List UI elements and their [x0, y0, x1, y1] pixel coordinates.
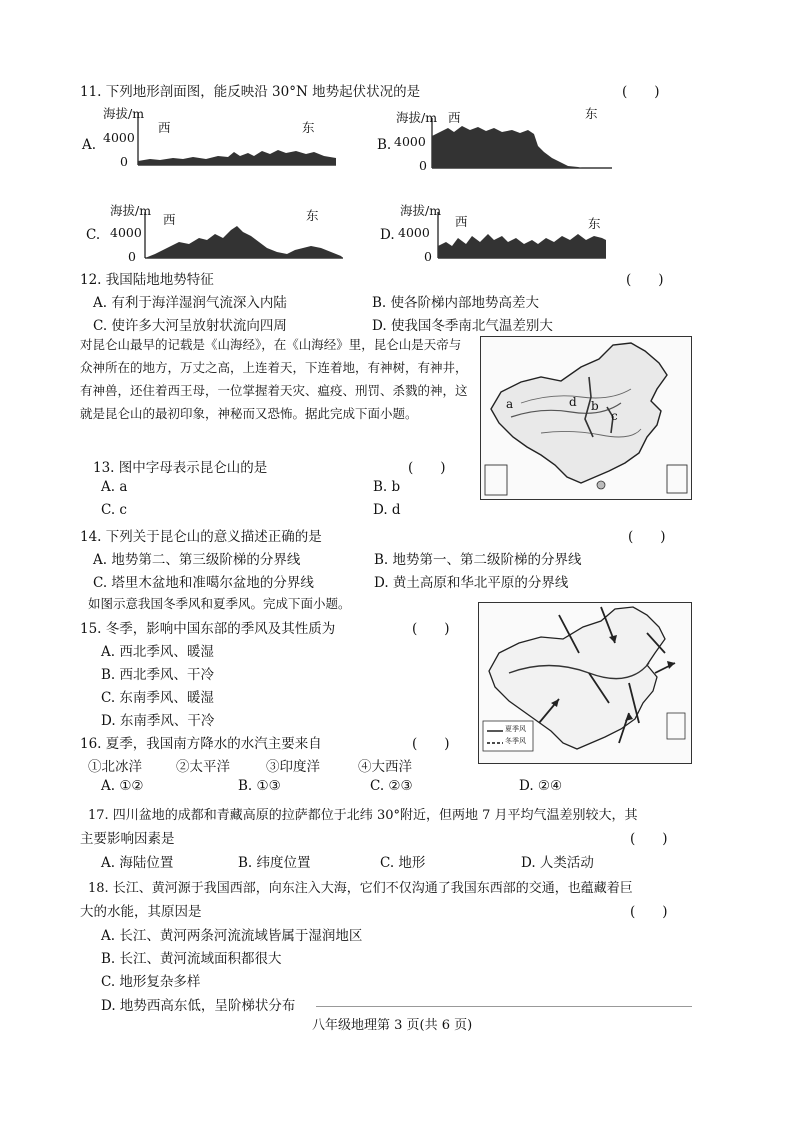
- profile-d-tick-4000: 4000: [398, 225, 430, 240]
- q14-option-c: C. 塔里木盆地和准噶尔盆地的分界线: [93, 575, 314, 591]
- profile-c-chart: [145, 212, 345, 260]
- china-monsoon-map: [478, 602, 692, 764]
- q16-stem: 16. 夏季，我国南方降水的水汽主要来自: [80, 736, 322, 752]
- q17-option-c: C. 地形: [380, 855, 426, 871]
- profile-c-ylabel: 海拔/m: [110, 203, 152, 218]
- profile-d-chart: [438, 212, 608, 260]
- profile-d-west: 西: [455, 214, 468, 229]
- profile-a-east: 东: [302, 120, 315, 135]
- map-label-b: b: [591, 399, 599, 413]
- china-terrain-outline: [481, 337, 691, 499]
- legend-summer-monsoon: 夏季风: [505, 725, 526, 733]
- map-label-a: a: [506, 397, 514, 411]
- profile-c-west: 西: [163, 212, 176, 227]
- q18-answer-blank: ( ): [630, 904, 668, 920]
- q15-answer-blank: ( ): [412, 621, 450, 637]
- map-label-c: c: [611, 409, 618, 423]
- q15-option-d: D. 东南季风、干冷: [101, 713, 215, 729]
- profile-b-option: B.: [377, 137, 392, 153]
- legend-winter-monsoon: 冬季风: [505, 737, 526, 745]
- q16-item-2: ②太平洋: [176, 759, 230, 775]
- profile-b-west: 西: [448, 110, 461, 125]
- q18-option-b: B. 长江、黄河流域面积都很大: [101, 951, 282, 967]
- map-label-d: d: [569, 395, 577, 409]
- q13-option-b: B. b: [373, 479, 401, 495]
- profile-a-tick-4000: 4000: [103, 130, 135, 145]
- profile-c-tick-4000: 4000: [110, 225, 142, 240]
- profile-a-west: 西: [158, 120, 171, 135]
- q16-answer-blank: ( ): [412, 736, 450, 752]
- profile-d-ylabel: 海拔/m: [400, 203, 442, 218]
- q15-option-a: A. 西北季风、暖湿: [101, 644, 214, 660]
- profile-b-tick-4000: 4000: [394, 134, 426, 149]
- q14-option-a: A. 地势第二、第三级阶梯的分界线: [93, 552, 301, 568]
- kunlun-passage: 对昆仑山最早的记载是《山海经》，在《山海经》里，昆仑山是天帝与众神所在的地方，万丈之高，上连着天，下连着地，有神树，有神井，有神兽，还住着西王母，一位掌握着天灾、瘟疫、刑罚、杀戮的神，这就是昆仑山的最初印象，神秘而又恐怖。据此完成下面小题。: [80, 337, 468, 421]
- profile-b-east: 东: [585, 106, 598, 121]
- q12-option-b: B. 使各阶梯内部地势高差大: [372, 295, 540, 311]
- q12-stem: 12. 我国陆地地势特征: [80, 272, 214, 288]
- profile-d-option: D.: [380, 227, 395, 243]
- profile-d-east: 东: [588, 216, 601, 231]
- q16-option-b: B. ①③: [238, 778, 281, 794]
- q17-option-d: D. 人类活动: [521, 855, 594, 871]
- q17-stem-line1: 17. 四川盆地的成都和青藏高原的拉萨都位于北纬 30°附近，但两地 7 月平均气温差别较大，其: [88, 808, 638, 823]
- profile-c-tick-0: 0: [128, 249, 136, 264]
- q15-option-c: C. 东南季风、暖湿: [101, 690, 214, 706]
- profile-b-ylabel: 海拔/m: [396, 110, 438, 125]
- profile-c-option: C.: [86, 227, 101, 243]
- q15-option-b: B. 西北季风、干冷: [101, 667, 215, 683]
- q14-option-b: B. 地势第一、第二级阶梯的分界线: [374, 552, 582, 568]
- profile-d-tick-0: 0: [424, 249, 432, 264]
- q16-option-d: D. ②④: [519, 778, 563, 794]
- q17-option-b: B. 纬度位置: [238, 855, 311, 871]
- q13-stem: 13. 图中字母表示昆仑山的是: [93, 460, 268, 476]
- q18-stem-line1: 18. 长江、黄河源于我国西部，向东注入大海，它们不仅沟通了我国东西部的交通，也蕴藏着巨: [88, 881, 633, 896]
- monsoon-passage: 如图示意我国冬季风和夏季风。完成下面小题。: [88, 596, 351, 611]
- profile-a-option: A.: [82, 137, 97, 153]
- q16-option-c: C. ②③: [370, 778, 413, 794]
- q13-option-d: D. d: [373, 502, 401, 518]
- q17-option-a: A. 海陆位置: [101, 855, 174, 871]
- q14-stem: 14. 下列关于昆仑山的意义描述正确的是: [80, 529, 322, 545]
- profile-b-chart: [432, 118, 614, 170]
- q17-answer-blank: ( ): [630, 831, 668, 847]
- q16-item-4: ④大西洋: [358, 759, 412, 775]
- q18-stem-line2: 大的水能，其原因是: [80, 904, 202, 920]
- q18-option-d: D. 地势西高东低，呈阶梯状分布: [101, 998, 296, 1014]
- q12-option-d: D. 使我国冬季南北气温差别大: [372, 318, 553, 334]
- profile-b-tick-0: 0: [419, 158, 427, 173]
- profile-a-tick-0: 0: [120, 154, 128, 169]
- page-footer: 八年级地理第 3 页(共 6 页): [312, 1018, 473, 1033]
- q16-option-a: A. ①②: [101, 778, 144, 794]
- q16-item-3: ③印度洋: [266, 759, 320, 775]
- q13-option-c: C. c: [101, 502, 127, 518]
- q11-stem: 11. 下列地形剖面图，能反映沿 30°N 地势起伏状况的是: [80, 84, 421, 100]
- q13-option-a: A. a: [101, 479, 128, 495]
- profile-a-ylabel: 海拔/m: [103, 106, 145, 121]
- q12-option-c: C. 使许多大河呈放射状流向四周: [93, 318, 287, 334]
- q12-answer-blank: ( ): [626, 272, 664, 288]
- profile-c-east: 东: [306, 208, 319, 223]
- q18-option-a: A. 长江、黄河两条河流流域皆属于湿润地区: [101, 928, 363, 944]
- q15-stem: 15. 冬季，影响中国东部的季风及其性质为: [80, 621, 336, 637]
- profile-a-chart: [138, 112, 338, 167]
- q18-option-c: C. 地形复杂多样: [101, 974, 201, 990]
- footer-rule: [316, 1006, 692, 1007]
- q14-option-d: D. 黄土高原和华北平原的分界线: [374, 575, 569, 591]
- q14-answer-blank: ( ): [628, 529, 666, 545]
- q12-option-a: A. 有利于海洋湿润气流深入内陆: [93, 295, 287, 311]
- q17-stem-line2: 主要影响因素是: [80, 831, 175, 847]
- q16-item-1: ①北冰洋: [88, 759, 142, 775]
- q11-answer-blank: ( ): [622, 84, 660, 100]
- china-terrain-map: [480, 336, 692, 500]
- q13-answer-blank: ( ): [408, 460, 446, 476]
